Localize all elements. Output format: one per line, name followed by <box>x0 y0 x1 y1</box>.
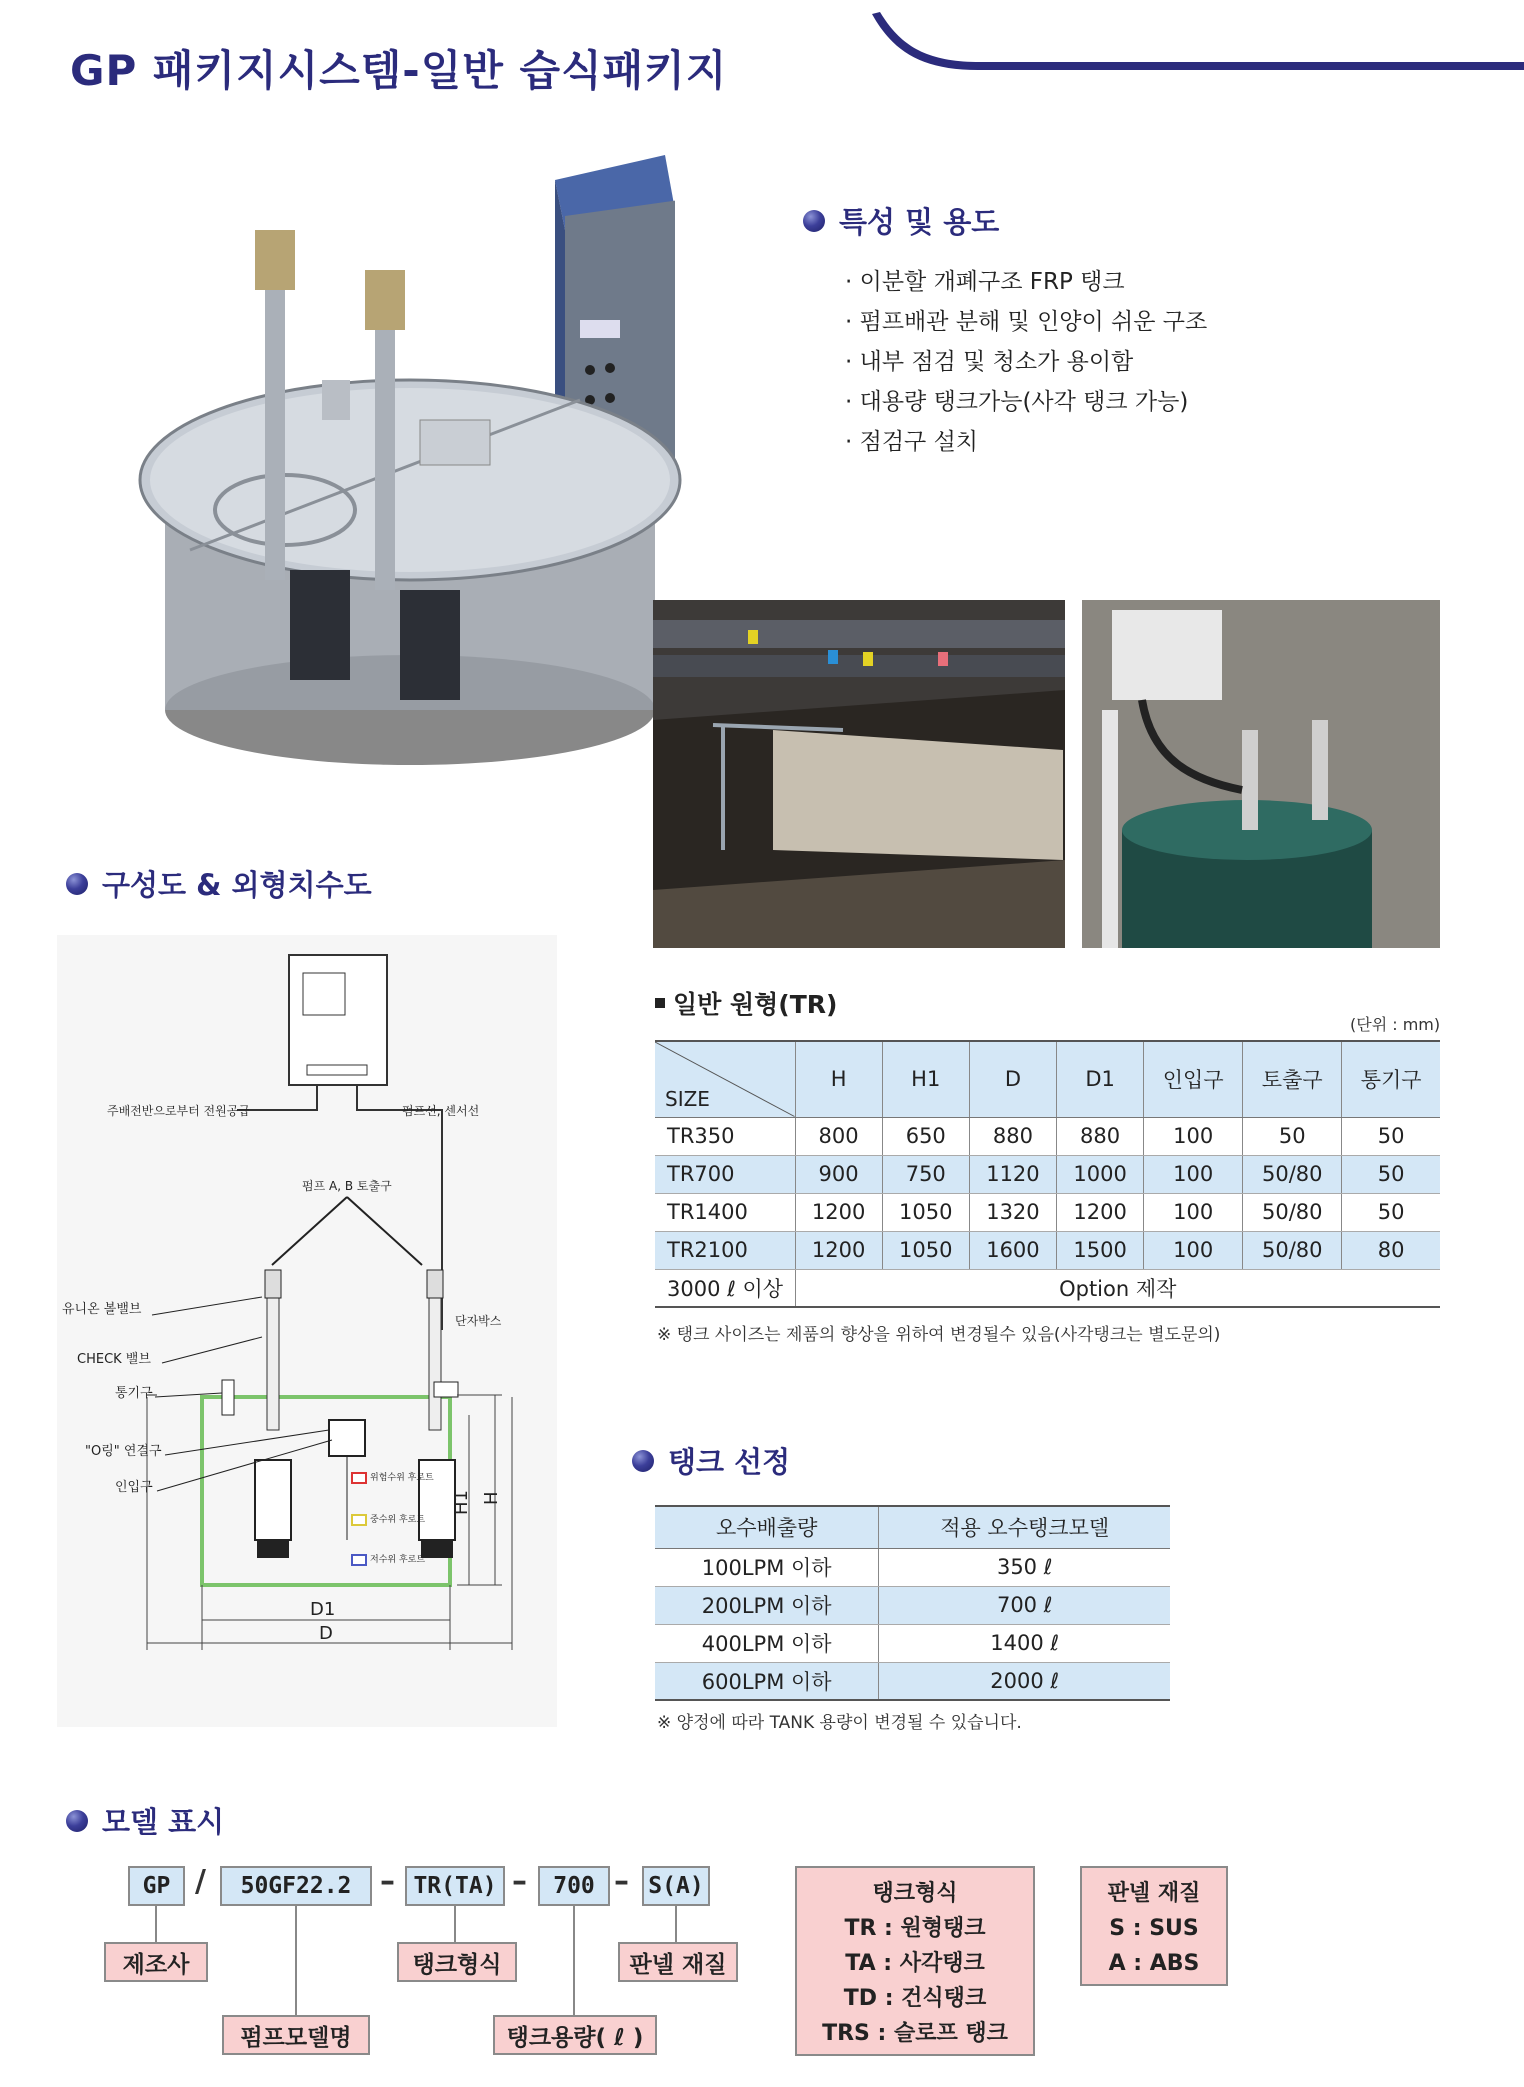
spec-heading-text: 일반 원형(TR) <box>673 990 838 1019</box>
table-cell: 100 <box>1144 1117 1243 1155</box>
mid-float-label: 중수위 후로트 <box>370 1515 426 1525</box>
code-separator: – <box>380 1864 395 1899</box>
selection-title: 탱크 선정 <box>668 1445 791 1479</box>
table-cell: 880 <box>969 1117 1056 1155</box>
spec-heading <box>655 985 837 1021</box>
system-diagram <box>57 935 557 1727</box>
table-row <box>655 1662 1170 1700</box>
terminal-box-label: 단자박스 <box>455 1314 502 1328</box>
table-cell: 50 <box>1342 1155 1440 1193</box>
feature-item: · 이분할 개폐구조 FRP 탱크 <box>845 262 1207 302</box>
column-header: 인입구 <box>1144 1041 1243 1117</box>
code-separator: – <box>512 1864 527 1899</box>
oring-label: "O링" 연결구 <box>85 1444 162 1459</box>
table-cell: 1200 <box>795 1231 882 1269</box>
table-cell: 1050 <box>882 1193 969 1231</box>
column-header: 토출구 <box>1243 1041 1342 1117</box>
table-cell: 100LPM 이하 <box>655 1548 879 1586</box>
table-cell: 600LPM 이하 <box>655 1662 879 1700</box>
tank-type-legend-title: 탱크형식 <box>872 1881 958 1906</box>
table-row <box>655 1586 1170 1624</box>
table-cell: 50/80 <box>1243 1193 1342 1231</box>
code-panel: S(A) <box>642 1866 710 1906</box>
table-cell: 50 <box>1243 1117 1342 1155</box>
table-cell: 900 <box>795 1155 882 1193</box>
model-section-header <box>66 1800 224 1841</box>
label-tank-type: 탱크형식 <box>397 1942 517 1982</box>
cable-label: 펌프선, 센서선 <box>402 1104 480 1118</box>
section-bullet-icon <box>632 1450 654 1472</box>
table-cell: 50 <box>1342 1193 1440 1231</box>
size-cell: TR700 <box>655 1155 795 1193</box>
table-row <box>655 1155 1440 1193</box>
table-cell: 650 <box>882 1117 969 1155</box>
code-capacity: 700 <box>538 1866 610 1906</box>
table-cell: 50/80 <box>1243 1155 1342 1193</box>
size-cell: TR1400 <box>655 1193 795 1231</box>
selection-table <box>655 1505 1170 1701</box>
table-row <box>655 1624 1170 1662</box>
code-separator: – <box>614 1864 629 1899</box>
size-header <box>655 1041 795 1117</box>
model-title: 모델 표시 <box>102 1805 225 1839</box>
label-pump-model: 펌프모델명 <box>222 2015 370 2055</box>
table-cell: 880 <box>1057 1117 1144 1155</box>
label-maker: 제조사 <box>104 1942 208 1982</box>
feature-item: · 점검구 설치 <box>845 422 1207 462</box>
feature-item: · 내부 점검 및 청소가 용이함 <box>845 342 1207 382</box>
features-section-header <box>803 200 999 241</box>
column-header: H <box>795 1041 882 1117</box>
table-cell: 700 ℓ <box>879 1586 1170 1624</box>
size-label: SIZE <box>665 1086 710 1111</box>
column-header: 오수배출량 <box>655 1506 879 1548</box>
installation-photo-tunnel <box>653 600 1065 948</box>
table-cell: 100 <box>1144 1193 1243 1231</box>
table-row <box>655 1193 1440 1231</box>
table-row <box>655 1231 1440 1269</box>
label-panel: 판넬 재질 <box>618 1942 738 1982</box>
spec-table <box>655 1040 1440 1308</box>
selection-section-header <box>632 1440 790 1481</box>
column-header: 통기구 <box>1342 1041 1440 1117</box>
size-cell: TR2100 <box>655 1231 795 1269</box>
table-cell: 1320 <box>969 1193 1056 1231</box>
table-cell: 200LPM 이하 <box>655 1586 879 1624</box>
dim-h-label: H <box>481 1491 502 1505</box>
features-title: 특성 및 용도 <box>839 205 1000 239</box>
panel-legend-line: A : ABS <box>1108 1951 1200 1976</box>
dim-d-label: D <box>319 1623 333 1644</box>
tank-type-legend <box>795 1866 1035 2056</box>
code-separator: / <box>195 1864 206 1899</box>
table-row <box>655 1269 1440 1307</box>
table-cell: 1000 <box>1057 1155 1144 1193</box>
table-cell: 2000 ℓ <box>879 1662 1170 1700</box>
table-cell: 1120 <box>969 1155 1056 1193</box>
option-cell: Option 제작 <box>795 1269 1440 1307</box>
code-maker: GP <box>128 1866 185 1906</box>
column-header: D <box>969 1041 1056 1117</box>
vent-label: 통기구 <box>115 1386 153 1401</box>
table-cell: 1600 <box>969 1231 1056 1269</box>
table-cell: 100 <box>1144 1231 1243 1269</box>
square-bullet-icon <box>655 998 665 1008</box>
size-cell: 3000 ℓ 이상 <box>655 1269 795 1307</box>
panel-material-legend <box>1080 1866 1228 1986</box>
tank-type-legend-line: TD : 건식탱크 <box>843 1986 987 2011</box>
label-capacity: 탱크용량( ℓ ) <box>493 2015 657 2055</box>
dim-d1-label: D1 <box>310 1599 336 1620</box>
unit-note: (단위 : mm) <box>1350 1015 1441 1034</box>
dim-h1-label: H1 <box>451 1490 472 1515</box>
table-cell: 50/80 <box>1243 1231 1342 1269</box>
table-cell: 750 <box>882 1155 969 1193</box>
feature-item: · 대용량 탱크가능(사각 탱크 가능) <box>845 382 1207 422</box>
table-row <box>655 1117 1440 1155</box>
table-cell: 1200 <box>795 1193 882 1231</box>
check-valve-label: CHECK 밸브 <box>77 1352 151 1367</box>
table-cell: 400LPM 이하 <box>655 1624 879 1662</box>
table-cell: 1050 <box>882 1231 969 1269</box>
section-bullet-icon <box>66 873 88 895</box>
column-header: H1 <box>882 1041 969 1117</box>
low-float-label: 저수위 후로트 <box>370 1555 426 1565</box>
diagram-section-header <box>66 863 372 904</box>
installation-photo-tank <box>1082 600 1440 948</box>
features-list <box>845 262 1207 462</box>
header-swoosh-decoration <box>870 0 1524 80</box>
page-title: GP 패키지시스템-일반 습식패키지 <box>70 46 728 95</box>
size-cell: TR350 <box>655 1117 795 1155</box>
table-cell: 1400 ℓ <box>879 1624 1170 1662</box>
table-cell: 100 <box>1144 1155 1243 1193</box>
selection-note: ※ 양정에 따라 TANK 용량이 변경될 수 있습니다. <box>657 1713 1022 1733</box>
table-cell: 350 ℓ <box>879 1548 1170 1586</box>
column-header: 적용 오수탱크모델 <box>879 1506 1170 1548</box>
table-cell: 50 <box>1342 1117 1440 1155</box>
code-pump-model: 50GF22.2 <box>220 1866 372 1906</box>
panel-legend-line: S : SUS <box>1109 1916 1199 1941</box>
union-valve-label: 유니온 볼밸브 <box>62 1302 142 1317</box>
table-cell: 800 <box>795 1117 882 1155</box>
diagram-title: 구성도 & 외형치수도 <box>102 868 372 902</box>
high-float-label: 위험수위 후로트 <box>370 1473 434 1483</box>
spec-note: ※ 탱크 사이즈는 제품의 향상을 위하여 변경될수 있음(사각탱크는 별도문의) <box>657 1325 1221 1345</box>
table-cell: 1200 <box>1057 1193 1144 1231</box>
discharge-label: 펌프 A, B 토출구 <box>302 1179 392 1193</box>
panel-legend-title: 판넬 재질 <box>1107 1881 1201 1906</box>
power-label: 주배전반으로부터 전원공급 <box>107 1104 250 1118</box>
section-bullet-icon <box>66 1810 88 1832</box>
inlet-label: 인입구 <box>115 1480 153 1495</box>
section-bullet-icon <box>803 210 825 232</box>
tank-type-legend-line: TA : 사각탱크 <box>845 1951 985 1976</box>
column-header: D1 <box>1057 1041 1144 1117</box>
tank-type-legend-line: TRS : 슬로프 탱크 <box>822 2021 1008 2046</box>
table-cell: 1500 <box>1057 1231 1144 1269</box>
feature-item: · 펌프배관 분해 및 인양이 쉬운 구조 <box>845 302 1207 342</box>
table-cell: 80 <box>1342 1231 1440 1269</box>
table-row <box>655 1548 1170 1586</box>
code-tank-type: TR(TA) <box>405 1866 505 1906</box>
tank-type-legend-line: TR : 원형탱크 <box>844 1916 986 1941</box>
